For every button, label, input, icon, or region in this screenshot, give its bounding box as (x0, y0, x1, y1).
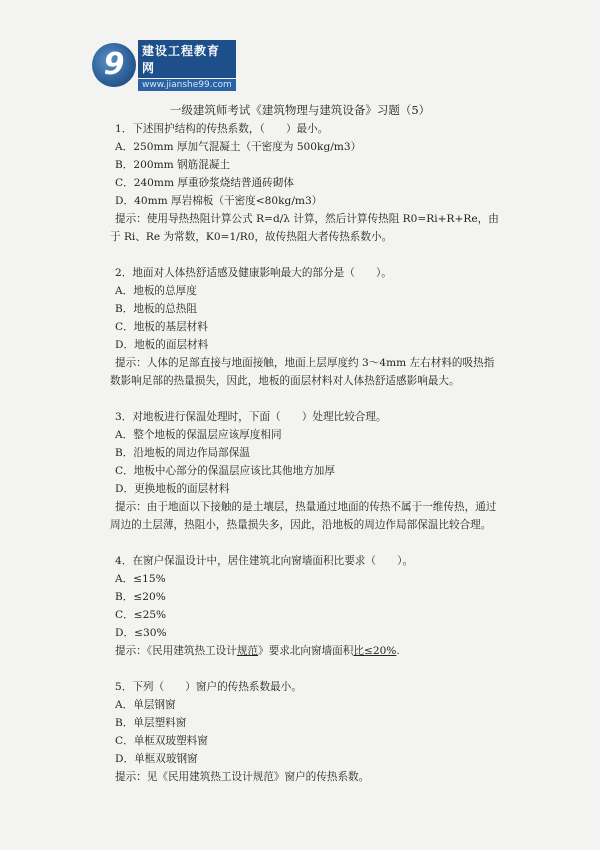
question-block (110, 552, 500, 660)
option-c: C．地板中心部分的保温层应该比其他地方加厚 (115, 465, 335, 477)
question-text: 1．下述围护结构的传热系数，（ ）最小。 (115, 123, 329, 135)
page-title: 一级建筑师考试《建筑物理与建筑设备》习题（5） (169, 103, 431, 117)
hint-text: 提示：由于地面以下接触的是土壤层，热量通过地面的传热不属于一维传热，通过周边的土层薄，热阻小，热量损失多，因此，沿地板的周边作局部保温比较合理。 (110, 501, 497, 531)
logo-url: www.jianshe99.com (138, 79, 236, 91)
logo-mark-icon: 9 (92, 43, 136, 87)
option-b: B．地板的总热阻 (115, 303, 197, 315)
question-text: 3．对地板进行保温处理时，下面（ ）处理比较合理。 (115, 411, 387, 423)
question-text: 5．下列（ ）窗户的传热系数最小。 (115, 681, 302, 693)
hint-text: 提示：《民用建筑热工设计规范》要求北向窗墙面积比≤20%. (115, 645, 400, 657)
option-d: D．40mm 厚岩棉板（干密度<80kg/m3） (115, 195, 323, 207)
option-c: C．地板的基层材料 (115, 321, 208, 333)
question-list (110, 120, 500, 786)
option-b: B．沿地板的周边作局部保温 (115, 447, 250, 459)
option-b: B．单层塑料窗 (115, 717, 187, 729)
option-a: A．地板的总厚度 (115, 285, 197, 297)
hint-text: 提示：人体的足部直接与地面接触，地面上层厚度约 3～4mm 左右材料的吸热指数影响足部的热量损失，因此，地板的面层材料对人体热舒适感影响最大。 (110, 357, 495, 387)
question-text: 2．地面对人体热舒适感及健康影响最大的部分是（ ）。 (115, 267, 392, 279)
option-a: A．整个地板的保温层应该厚度相同 (115, 429, 282, 441)
option-d: D．单框双玻钢窗 (115, 753, 198, 765)
question-block (110, 678, 500, 786)
option-d: D．更换地板的面层材料 (115, 483, 230, 495)
option-c: C．单框双玻塑料窗 (115, 735, 208, 747)
underlined-term: 规范 (236, 645, 259, 657)
question-text: 4．在窗户保温设计中，居住建筑北向窗墙面积比要求（ ）。 (115, 555, 414, 567)
option-b: B．200mm 钢筋混凝土 (115, 159, 231, 171)
site-logo[interactable] (92, 42, 232, 88)
hint-text: 提示：见《民用建筑热工设计规范》窗户的传热系数。 (115, 771, 370, 783)
option-a: A．250mm 厚加气混凝土（干密度为 500kg/m3） (115, 141, 362, 153)
logo-name: 建设工程教育网 (138, 40, 236, 78)
option-d: D．地板的面层材料 (115, 339, 209, 351)
option-c: C．240mm 厚重砂浆烧结普通砖砌体 (115, 177, 294, 189)
hint-text: 提示：使用导热热阻计算公式 R=d/λ 计算，然后计算传热阻 R0=Ri+R+Re，由于 Ri、Re 为常数，K0=1/R0，故传热阻大者传热系数小。 (110, 213, 499, 243)
option-c: C．≤25% (115, 609, 167, 621)
underlined-term: 比≤20% (353, 645, 397, 657)
question-block (110, 408, 500, 534)
option-a: A．单层钢窗 (115, 699, 176, 711)
option-b: B．≤20% (115, 591, 166, 603)
option-a: A．≤15% (115, 573, 166, 585)
logo-text (138, 43, 236, 90)
question-block (110, 264, 500, 390)
question-block (110, 120, 500, 246)
option-d: D．≤30% (115, 627, 167, 639)
